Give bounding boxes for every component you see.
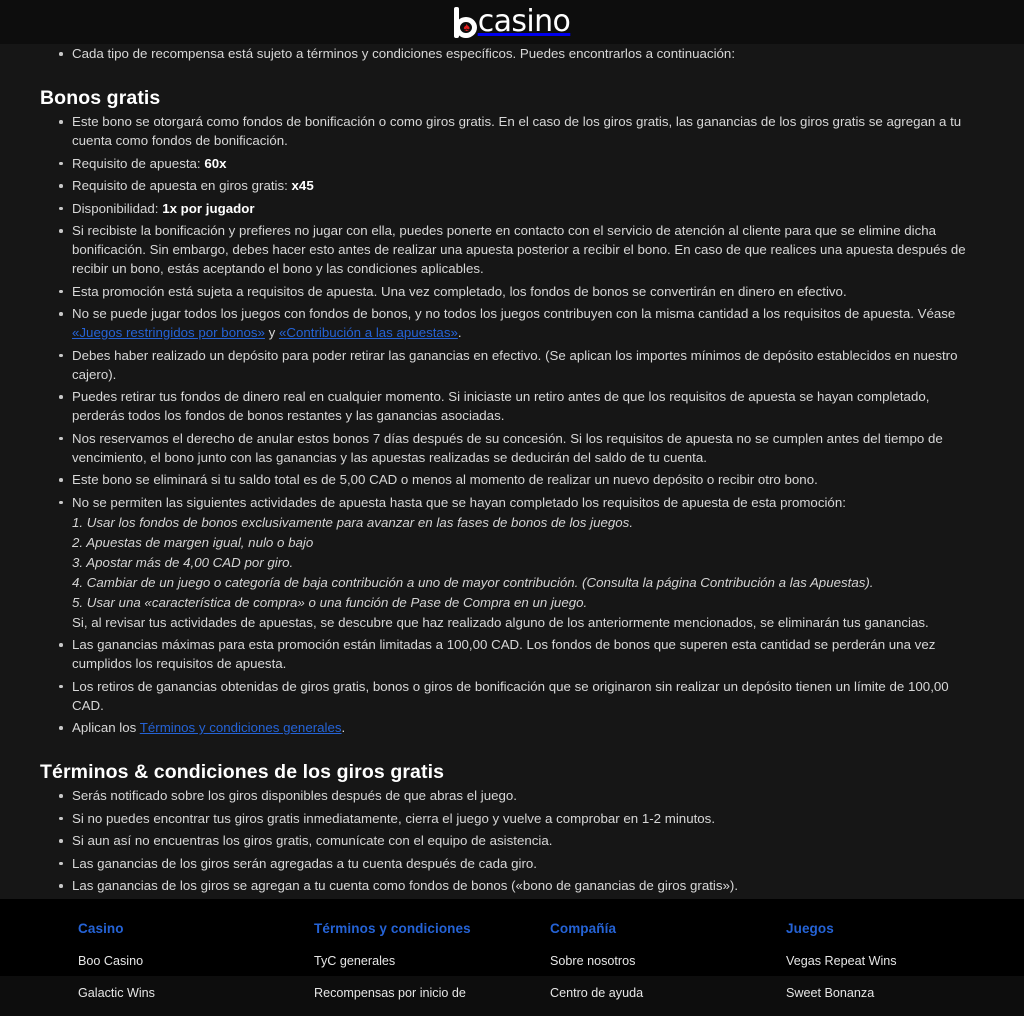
- list-item-text: Serás notificado sobre los giros disponibles después de que abras el juego.: [72, 788, 517, 803]
- logo-wordmark: casino: [477, 4, 571, 39]
- list-item-text: Requisito de apuesta en giros gratis:: [72, 178, 292, 193]
- restricted-activity-item: 3. Apostar más de 4,00 CAD por giro.: [72, 554, 294, 570]
- footer-heading-terminos: Términos y condiciones: [314, 920, 471, 936]
- link-restricted-games[interactable]: «Juegos restringidos por bonos»: [72, 325, 265, 340]
- link-general-terms[interactable]: Términos y condiciones generales: [139, 720, 342, 735]
- list-item: [40, 282, 984, 301]
- list-item-text: No se puede jugar todos los juegos con fondos de bonos, y no todos los juegos contribuyen con la misma cantidad a los requisitos de apuesta. Véase: [72, 306, 956, 321]
- availability-value: 1x por jugador: [162, 200, 255, 216]
- list-item: [40, 429, 984, 467]
- link-conjunction: y: [264, 325, 279, 340]
- footer-link-list-juegos: [786, 952, 984, 1002]
- list-item: [40, 470, 984, 489]
- list-item: [40, 176, 984, 195]
- bonos-gratis-list: [40, 112, 984, 737]
- list-item: [550, 952, 748, 970]
- list-item-text: Las ganancias de los giros se agregan a tu cuenta como fondos de bonos («bono de ganancias de giros gratis»).: [72, 878, 739, 893]
- restricted-activity-item: 2. Apuestas de margen igual, nulo o bajo: [72, 534, 314, 550]
- list-item: [786, 984, 984, 1002]
- list-item: [40, 809, 984, 828]
- restricted-activity-item: 4. Cambiar de un juego o categoría de baja contribución a uno de mayor contribución. (Consulta la página Contribución a las Apuestas).: [72, 574, 874, 590]
- site-header: [0, 0, 1024, 44]
- list-item: [314, 952, 512, 970]
- list-item: [78, 984, 276, 1002]
- list-item: [40, 154, 984, 173]
- list-item-text: Si recibiste la bonificación y prefieres no jugar con ella, puedes ponerte en contacto con el servicio de atención al cliente para que se elimine dicha bonificación. Sin embargo, debes hacer esto antes de realizar una apuesta posterior a recibir el bono. En caso de que realices una apuesta después de recibir un bono, estás aceptando el bono y las condiciones aplicables.: [72, 223, 966, 276]
- list-item: [40, 635, 984, 673]
- list-item-text: Nos reservamos el derecho de anular estos bonos 7 días después de su concesión. Si los requisitos de apuesta no se cumplen antes del tiempo de vencimiento, el bono junto con las ganancias y las apuestas realizadas se deducirán del saldo de tu cuenta.: [72, 430, 943, 465]
- intro-list: [40, 44, 984, 63]
- list-item-text: Si aun así no encuentras los giros gratis, comunícate con el equipo de asistencia.: [72, 833, 553, 848]
- footer-heading-compania: Compañía: [550, 920, 617, 936]
- site-logo[interactable]: [454, 5, 571, 39]
- footer-column-casino: [40, 921, 276, 1016]
- site-footer: [0, 899, 1024, 1000]
- spade-icon: ♠: [463, 19, 470, 34]
- restricted-activity-item: 1. Usar los fondos de bonos exclusivamente para avanzar en las fases de bonos de los juegos.: [72, 514, 634, 530]
- wagering-requirement-value: 60x: [204, 155, 227, 171]
- footer-link-recompensas-inicio[interactable]: Recompensas por inicio de: [314, 985, 466, 1000]
- footer-link-sobre-nosotros[interactable]: Sobre nosotros: [550, 953, 636, 968]
- list-item: [40, 786, 984, 805]
- link-bet-contribution[interactable]: «Contribución a las apuestas»: [278, 325, 458, 340]
- logo-b-mark: [454, 7, 477, 38]
- footer-column-terminos: [276, 921, 512, 1016]
- list-item: [40, 346, 984, 384]
- list-item: [40, 44, 984, 63]
- list-item-text: Las ganancias de los giros serán agregadas a tu cuenta después de cada giro.: [72, 855, 537, 871]
- list-item: [78, 952, 276, 970]
- list-item: [40, 112, 984, 150]
- footer-link-galactic-wins[interactable]: Galactic Wins: [78, 985, 155, 1000]
- footer-link-list-terminos: [314, 952, 512, 1002]
- footer-columns: [40, 921, 984, 1016]
- list-item: [40, 199, 984, 218]
- list-item-text: Las ganancias máximas para esta promoción están limitadas a 100,00 CAD. Los fondos de bonos que superen esta cantidad se perderán una vez cumplidos los requisitos de apuesta.: [72, 637, 936, 671]
- footer-link-tyc-generales[interactable]: TyC generales: [314, 953, 396, 968]
- restricted-activities-note: Si, al revisar tus actividades de apuestas, se descubre que haz realizado alguno de los anteriormente mencionados, se eliminarán tus ganancias.: [72, 614, 929, 630]
- restricted-activity-item: 5. Usar una «característica de compra» o una función de Pase de Compra en un juego.: [72, 594, 588, 610]
- list-item-text: Este bono se eliminará si tu saldo total es de 5,00 CAD o menos al momento de realizar un nuevo depósito o recibir otro bono.: [72, 472, 818, 487]
- list-item-text: No se permiten las siguientes actividades de apuesta hasta que se hayan completado los requisitos de apuesta de esta promoción:: [72, 494, 846, 510]
- list-item-text: Si no puedes encontrar tus giros gratis inmediatamente, cierra el juego y vuelve a comprobar en 1-2 minutos.: [72, 810, 716, 826]
- list-item: [314, 984, 512, 1002]
- footer-column-compania: [512, 921, 748, 1016]
- freespin-wagering-value: x45: [291, 178, 314, 193]
- list-item: [40, 876, 984, 895]
- list-item: [40, 387, 984, 425]
- footer-link-list-compania: [550, 952, 748, 1002]
- list-item-text: Disponibilidad:: [72, 200, 163, 216]
- list-item-text: Esta promoción está sujeta a requisitos de apuesta. Una vez completado, los fondos de bonos se convertirán en dinero en efectivo.: [72, 283, 847, 299]
- giros-gratis-list: [40, 786, 984, 895]
- list-item-text: Puedes retirar tus fondos de dinero real en cualquier momento. Si iniciaste un retiro antes de que los requisitos de apuesta se hayan completado, perderás todos los fondos de bonos restantes y las ganancias asociadas.: [72, 389, 930, 423]
- trailing-period: .: [457, 325, 462, 340]
- list-item: [40, 677, 984, 715]
- list-item: [40, 718, 984, 737]
- footer-column-juegos: [748, 921, 984, 1016]
- list-item-text: Debes haber realizado un depósito para poder retirar las ganancias en efectivo. (Se aplican los importes mínimos de depósito establecidos en nuestro cajero).: [72, 347, 958, 382]
- list-item: [40, 304, 984, 342]
- trailing-period: .: [341, 720, 346, 735]
- list-item-text: Aplican los: [72, 720, 140, 735]
- footer-heading-casino: Casino: [78, 920, 124, 936]
- list-item-text: Los retiros de ganancias obtenidas de giros gratis, bonos o giros de bonificación que se originaron sin realizar un depósito tienen un límite de 100,00 CAD.: [72, 678, 949, 713]
- footer-heading-juegos: Juegos: [786, 920, 834, 936]
- list-item: [40, 854, 984, 873]
- list-item: [40, 221, 984, 278]
- list-item: [40, 493, 984, 632]
- intro-bullet-text: Cada tipo de recompensa está sujeto a términos y condiciones específicos. Puedes encontrarlos a continuación:: [72, 46, 736, 61]
- section-title-bonos-gratis: Bonos gratis: [40, 87, 161, 109]
- footer-link-sweet-bonanza[interactable]: Sweet Bonanza: [786, 985, 875, 1000]
- footer-link-boo-casino[interactable]: Boo Casino: [78, 953, 144, 968]
- section-title-giros-gratis: Términos & condiciones de los giros gratis: [40, 761, 445, 783]
- list-item: [550, 984, 748, 1002]
- list-item: [786, 952, 984, 970]
- main-content: [0, 44, 1024, 899]
- footer-link-centro-de-ayuda[interactable]: Centro de ayuda: [550, 985, 644, 1000]
- list-item-text: Este bono se otorgará como fondos de bonificación o como giros gratis. En el caso de los giros gratis, las ganancias de los giros gratis se agregan a tu cuenta como fondos de bonificación.: [72, 114, 962, 148]
- footer-link-vegas-repeat-wins[interactable]: Vegas Repeat Wins: [786, 953, 897, 968]
- list-item-text: Requisito de apuesta:: [72, 155, 205, 171]
- footer-link-list-casino: [78, 952, 276, 1002]
- list-item: [40, 831, 984, 850]
